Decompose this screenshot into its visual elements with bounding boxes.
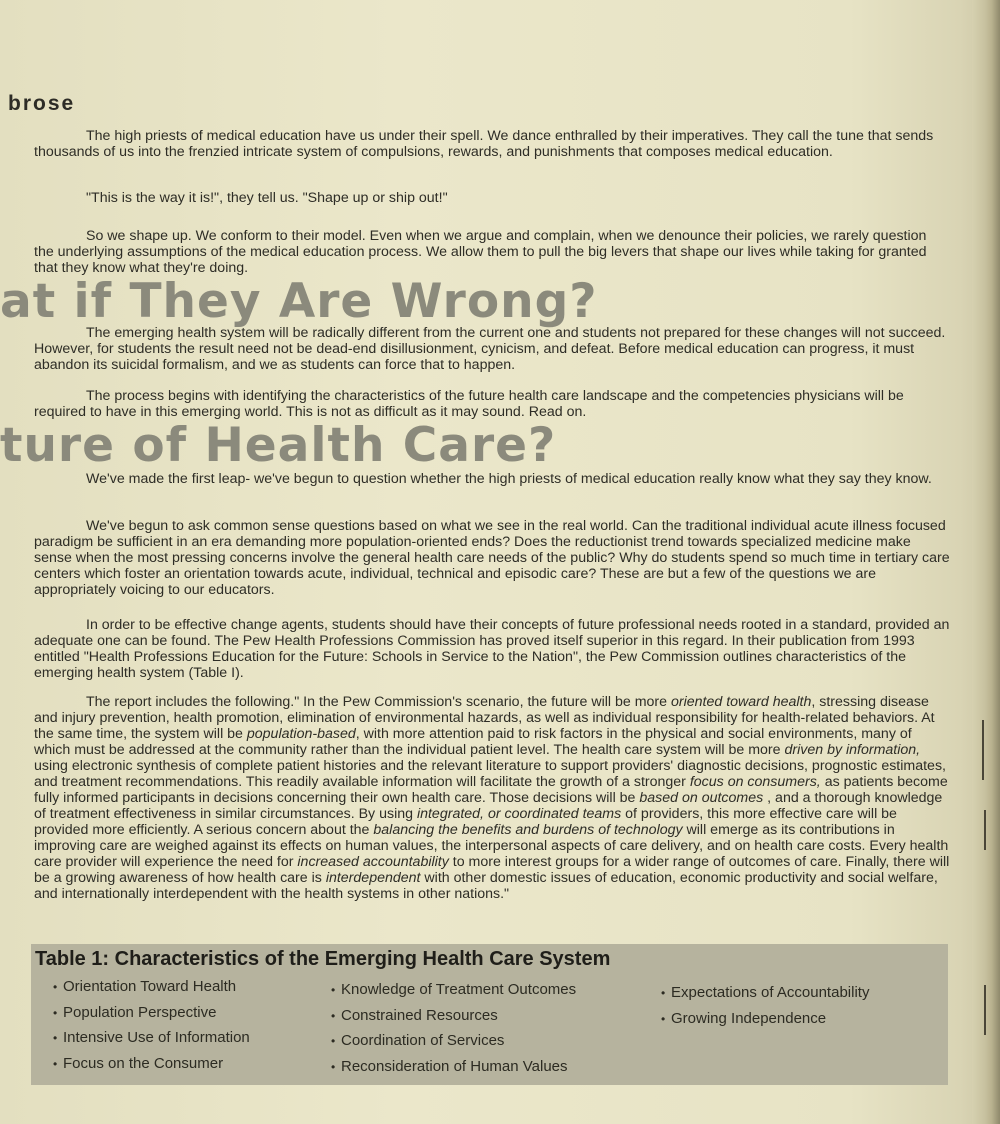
list-item-label: Knowledge of Treatment Outcomes (341, 981, 577, 998)
report-text: of providers, this more effective care will be provided more efficiently. A serious concern about the (34, 806, 897, 838)
edge-mark (982, 720, 984, 780)
list-item-label: Coordination of Services (341, 1032, 505, 1049)
list-item-label: Reconsideration of Human Values (341, 1057, 568, 1075)
report-text: , with more attention paid to risk factors in the physical and social environments, many of which must be addressed at the community rather than the individual patient level. The health care system will be more (34, 726, 912, 758)
paragraph-6: We've made the first leap- we've begun to question whether the high priests of medical education really know what they say they know. (86, 471, 932, 487)
paragraph-5: The process begins with identifying the characteristics of the future health care landscape and the competencies physicians will be required to have in this emerging world. This is not as difficult as it may sound. Read on. (34, 388, 904, 420)
bullet-icon: • (53, 1005, 58, 1020)
report-text: using electronic synthesis of complete patient histories and the relevant literature to support providers' diagnostic decisions, prognostic estimates, and treatment recommendations. This readily available information will facilitate the growth of a stronger (34, 758, 946, 790)
bullet-icon: • (331, 1034, 336, 1048)
paragraph-8: In order to be effective change agents, students should have their concepts of future professional needs rooted in a standard, provided an adequate one can be found. The Pew Health Professions Commission has proved itself superior in this regard. In their publication from 1993 entitled "Health Professions Education for the Future: Schools in Service to the Nation", the Pew Commission outlines characteristics of the emerging health system (Table I). (34, 617, 950, 681)
bullet-icon: • (53, 980, 58, 994)
list-item (321, 981, 576, 1007)
list-item (321, 1007, 576, 1033)
heading-fragment: brose (8, 92, 76, 115)
bullet-icon: • (331, 1008, 336, 1023)
list-item (43, 978, 250, 1004)
report-text: , stressing disease and injury prevention, health promotion, elimination of environmental hazards, as well as individual responsibility for health-related behaviors. At the same time, the system will be (34, 694, 935, 742)
report-emphasis: balancing the benefits and burdens of technology (373, 822, 683, 838)
bullet-icon: • (331, 983, 336, 997)
report-emphasis: driven by information, (784, 742, 921, 758)
list-item (651, 1010, 869, 1036)
list-item-label: Intensive Use of Information (63, 1029, 250, 1046)
edge-mark (984, 985, 986, 1035)
paragraph-1: The high priests of medical education have us under their spell. We dance enthralled by their imperatives. They call the tune that sends thousands of us into the frenzied intricate system of compulsions, rewards, and punishments that composes medical education. (34, 128, 934, 160)
list-item (651, 984, 869, 1010)
table-column-1 (43, 978, 250, 1080)
list-item (43, 1029, 250, 1055)
bullet-icon: • (661, 986, 666, 1000)
list-item (43, 1055, 250, 1081)
heading-future-health-care: ture of Health Care? (0, 418, 557, 473)
paragraph-2: "This is the way it is!", they tell us. "Shape up or ship out!" (86, 190, 448, 206)
characteristics-table (31, 944, 948, 1085)
list-item-label: Population Perspective (63, 1003, 217, 1021)
report-emphasis: focus on consumers, (689, 774, 821, 790)
paragraph-4: The emerging health system will be radically different from the current one and students not prepared for these changes will not succeed. However, for students the result need not be dead-end disillusionment, cynicism, and defeat. Before medical education can progress, it must abandon its suicidal formalism, and we as students can force that to happen. (34, 325, 946, 373)
report-emphasis: interdependent (325, 870, 421, 886)
paragraph-report (34, 694, 950, 902)
bullet-icon: • (661, 1011, 666, 1026)
report-text: as patients become fully informed participants in decisions concerning their own health care. Those decisions will be (34, 774, 948, 806)
list-item-label: Orientation Toward Health (63, 978, 237, 995)
table-column-3 (651, 984, 869, 1035)
report-emphasis: integrated, or coordinated teams (416, 806, 622, 822)
paragraph-7: We've begun to ask common sense questions based on what we see in the real world. Can the traditional individual acute illness focused paradigm be sufficient in an era demanding more population-oriented ends? Does the reductionist trend towards specialized medicine make sense when the most pressing concerns involve the general health care needs of the public? Why do students spend so much time in tertiary care centers which foster an orientation towards acute, individual, technical and episodic care? These are but a few of the questions we are appropriately voicing to our educators. (34, 518, 950, 598)
table-title: Table 1: Characteristics of the Emerging Health Care System (35, 948, 611, 970)
report-text: will emerge as its contributions in improving care are weighed against its effects on human values, the interpersonal aspects of care delivery, and on health care costs. Every health care provider will experience the need for (34, 822, 949, 870)
paragraph-3: So we shape up. We conform to their model. Even when we argue and complain, when we denounce their policies, we rarely question the underlying assumptions of the medical education process. We allow them to pull the big levers that shape our lives while taking for granted that they know what they're doing. (34, 228, 927, 276)
report-text: The report includes the following." In the Pew Commission's scenario, the future will be more (86, 694, 671, 710)
list-item-label: Focus on the Consumer (63, 1054, 224, 1072)
report-emphasis: population-based (246, 726, 356, 742)
list-item-label: Growing Independence (671, 1009, 827, 1027)
heading-what-if-wrong: at if They Are Wrong? (0, 274, 598, 329)
list-item (321, 1032, 576, 1058)
edge-mark (984, 810, 986, 850)
report-text: , and a thorough knowledge of treatment effectiveness in similar circumstances. By using (34, 790, 943, 822)
report-emphasis: oriented toward health (670, 694, 812, 710)
list-item (321, 1058, 576, 1084)
list-item-label: Expectations of Accountability (671, 984, 870, 1001)
bullet-icon: • (53, 1056, 58, 1071)
bullet-icon: • (331, 1059, 336, 1074)
list-item-label: Constrained Resources (341, 1006, 498, 1024)
report-emphasis: increased accountability (297, 854, 449, 870)
table-column-2 (321, 981, 576, 1083)
bullet-icon: • (53, 1031, 58, 1045)
list-item (43, 1004, 250, 1030)
report-text: with other domestic issues of education, economic productivity and social welfare, and internationally interdependent with the health systems in other nations." (34, 870, 938, 902)
report-emphasis: based on outcomes (639, 790, 764, 806)
report-text: to more interest groups for a wider range of outcomes of care. Finally, there will be a growing awareness of how health care is (34, 854, 950, 886)
page-edge (972, 0, 1000, 1124)
